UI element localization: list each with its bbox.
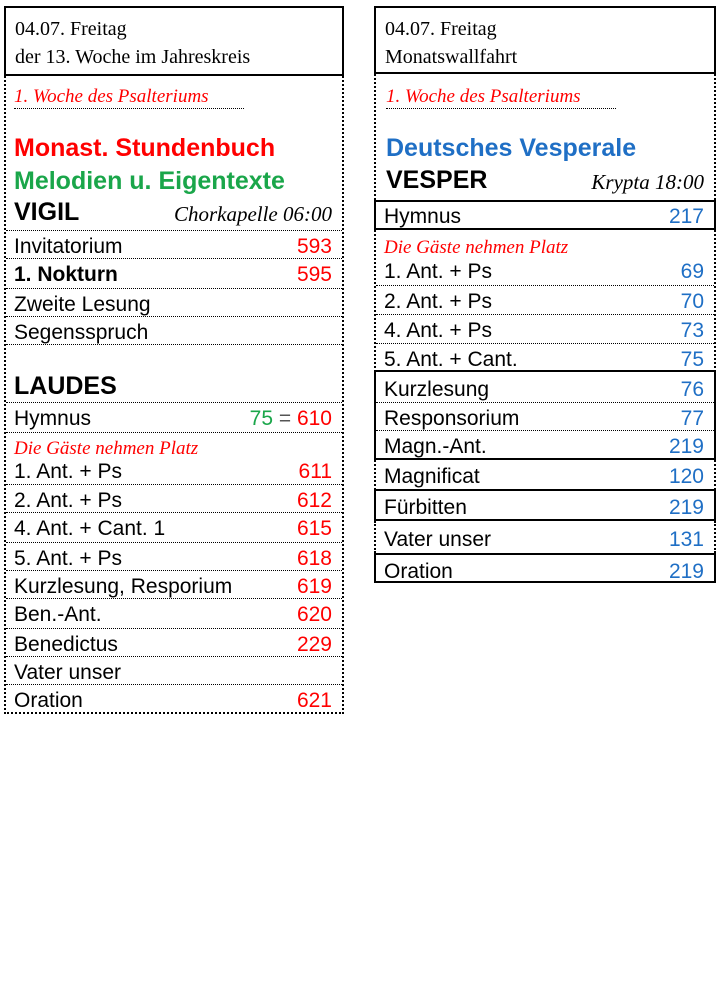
vigil-heading — [14, 198, 332, 230]
vesper-hymnus-box — [374, 200, 716, 230]
hymnus-page-green: 75 — [249, 407, 273, 430]
right-top-box — [374, 74, 716, 200]
list-item: Magn.-Ant. 219 — [376, 430, 714, 457]
list-item: Vater unser 131 — [384, 528, 704, 551]
list-item: 5. Ant. + Cant. 75 — [376, 343, 714, 370]
list-item: Ben.-Ant. 620 — [6, 598, 342, 625]
list-item: Benedictus 229 — [6, 628, 342, 655]
laudes-hymnus-row: Hymnus 75 = 610 — [6, 402, 342, 429]
list-item: Responsorium 77 — [376, 402, 714, 429]
vesper-vater-box — [374, 521, 716, 553]
right-occasion: Monatswallfahrt — [385, 46, 518, 68]
list-item: Invitatorium 593 — [6, 230, 342, 257]
right-date: 04.07. Freitag — [385, 18, 497, 40]
list-item: Fürbitten 219 — [384, 496, 704, 519]
list-item: 4. Ant. + Cant. 1 615 — [6, 512, 342, 539]
left-psalter-week: 1. Woche des Psalteriums — [14, 86, 244, 109]
list-item: 2. Ant. + Ps 612 — [6, 484, 342, 511]
right-date-header — [374, 6, 716, 74]
left-date-header — [4, 6, 344, 76]
list-item: 1. Ant. + Ps 69 — [384, 260, 704, 283]
vesper-hymnus-row: Hymnus 217 — [384, 205, 704, 228]
vesper-heading — [386, 166, 704, 198]
guest-note: Die Gäste nehmen Platz — [384, 237, 569, 258]
list-item: Zweite Lesung — [6, 288, 342, 315]
vigil-title: VIGIL — [14, 198, 80, 226]
left-date: 04.07. Freitag — [15, 18, 127, 40]
list-item: Kurzlesung, Resporium 619 — [6, 570, 342, 597]
left-column — [4, 6, 344, 76]
vesper-magnificat-box — [374, 460, 716, 490]
book-title-stundenbuch: Monast. Stundenbuch — [14, 134, 276, 162]
list-item: 1. Ant. + Ps 611 — [14, 460, 332, 483]
vesper-place: Krypta 18:00 — [591, 170, 704, 194]
vesper-title: VESPER — [386, 166, 488, 194]
hymnus-page-red: 610 — [296, 407, 332, 430]
vesper-fuerbitten-box — [374, 489, 716, 521]
hymnus-equals: = — [278, 407, 292, 430]
right-psalter-week: 1. Woche des Psalteriums — [386, 86, 616, 109]
book-title-vesperale: Deutsches Vesperale — [386, 134, 637, 162]
vesper-oration-box — [374, 553, 716, 583]
list-item: Oration 219 — [384, 560, 704, 583]
list-item: 4. Ant. + Ps 73 — [376, 314, 714, 341]
vigil-place: Chorkapelle 06:00 — [173, 202, 332, 226]
guest-note: Die Gäste nehmen Platz — [6, 432, 342, 456]
book-title-melodien: Melodien u. Eigentexte — [14, 167, 285, 195]
vesper-psalm-box — [374, 230, 716, 372]
list-item: Vater unser — [6, 656, 342, 683]
laudes-title: LAUDES — [14, 372, 117, 400]
vigil-end-divider — [6, 344, 342, 345]
list-item: Oration 621 — [6, 684, 342, 711]
list-item: Segensspruch — [6, 316, 342, 343]
list-item: Magnificat 120 — [384, 465, 704, 488]
list-item: Kurzlesung 76 — [384, 378, 704, 401]
list-item: 1. Nokturn 595 — [6, 258, 342, 285]
vesper-reading-box — [374, 370, 716, 460]
list-item: 5. Ant. + Ps 618 — [6, 542, 342, 569]
left-schedule-box — [4, 76, 344, 714]
list-item: 2. Ant. + Ps 70 — [376, 285, 714, 312]
left-week: der 13. Woche im Jahreskreis — [15, 46, 251, 68]
